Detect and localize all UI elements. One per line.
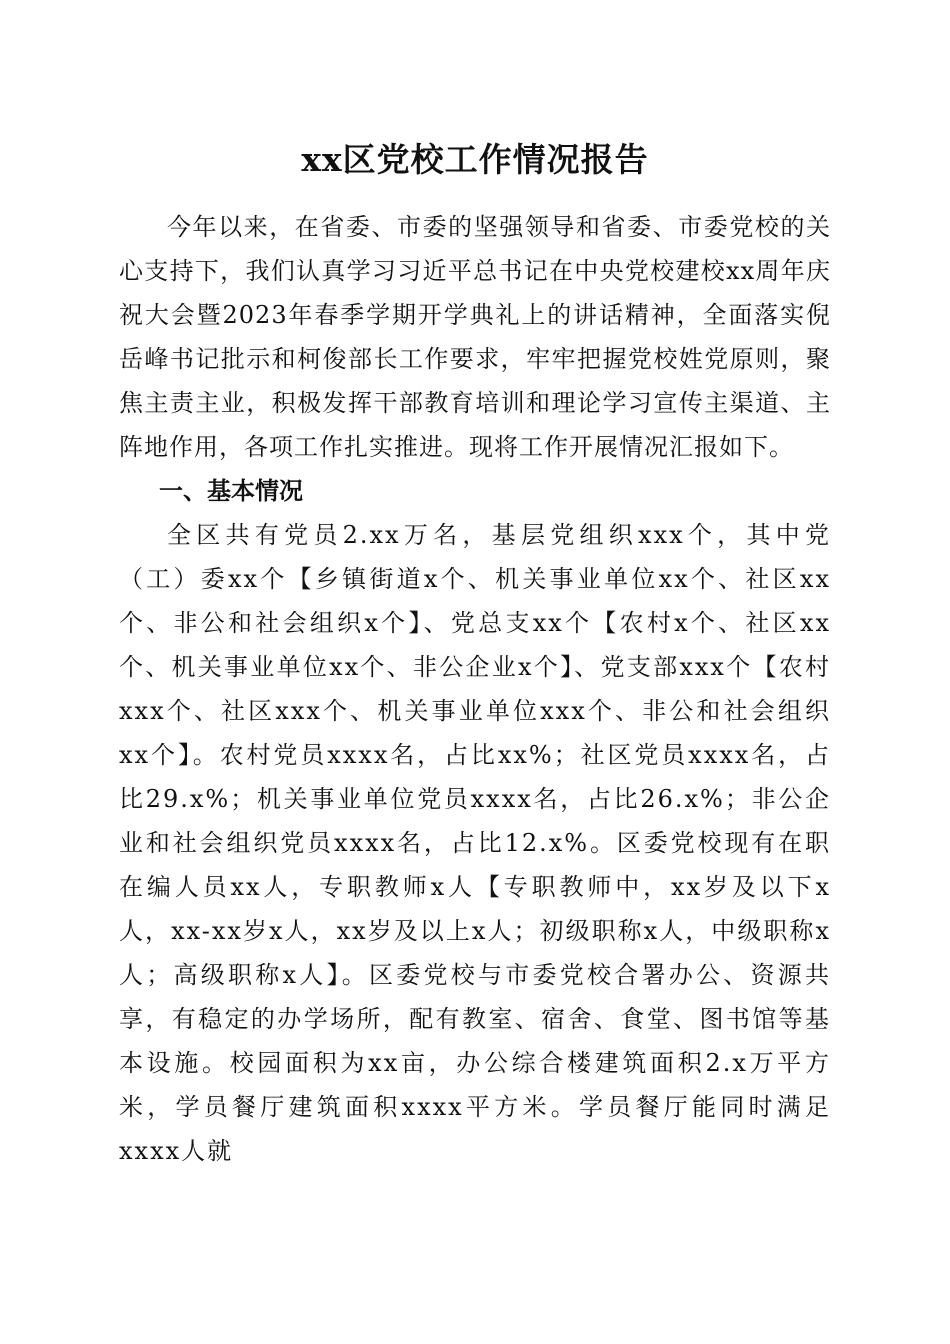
- intro-paragraph: 今年以来，在省委、市委的坚强领导和省委、市委党校的关心支持下，我们认真学习习近平总书记在中央党校建校xx周年庆祝大会暨2023年春季学期开学典礼上的讲话精神，全面落实倪岳峰书记批示和柯俊部长工作要求，牢牢把握党校姓党原则，聚焦主责主业，积极发挥干部教育培训和理论学习宣传主渠道、主阵地作用，各项工作扎实推进。现将工作开展情况汇报如下。: [119, 213, 831, 461]
- section-heading-basic-situation: 一、基本情况: [159, 477, 303, 505]
- section-paragraph-basic-situation: 全区共有党员2.xx万名，基层党组织xxx个，其中党（工）委xx个【乡镇街道x个、机关事业单位xx个、社区xx个、非公和社会组织x个】、党总支xx个【农村x个、社区xx个、机关事业单位xx个、非公企业x个】、党支部xxx个【农村xxx个、社区xxx个、机关事业单位xxx个、非公和社会组织xx个】。农村党员xxxx名，占比xx%；社区党员xxxx名，占比29.x%；机关事业单位党员xxxx名，占比26.x%；非公企业和社会组织党员xxxx名，占比12.x%。区委党校现有在职在编人员xx人，专职教师x人【专职教师中，xx岁及以下x人，xx-xx岁x人，xx岁及以上x人；初级职称x人，中级职称x人；高级职称x人】。区委党校与市委党校合署办公、资源共享，有稳定的办学场所，配有教室、宿舍、食堂、图书馆等基本设施。校园面积为xx亩，办公综合楼建筑面积2.x万平方米，学员餐厅建筑面积xxxx平方米。学员餐厅能同时满足xxxx人就: [119, 521, 831, 1165]
- document-title: xx区党校工作情况报告: [301, 140, 649, 179]
- document-body: [119, 205, 831, 1173]
